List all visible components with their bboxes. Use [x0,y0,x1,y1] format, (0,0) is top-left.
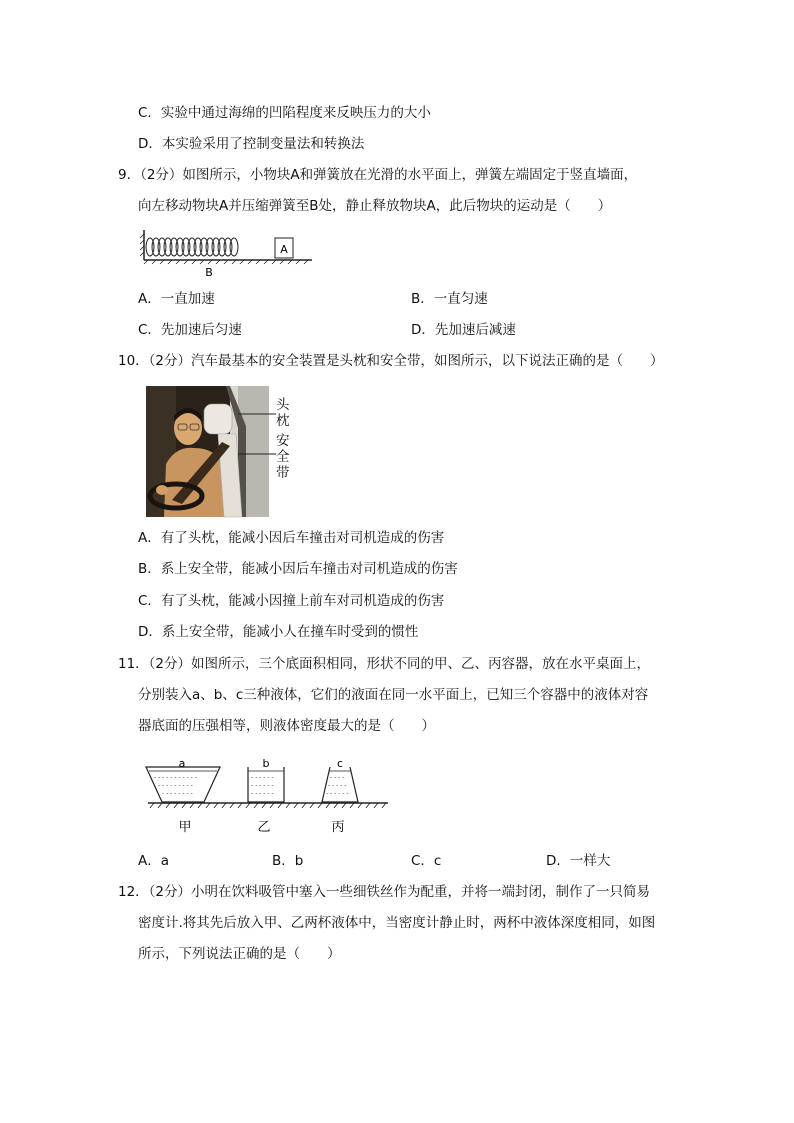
q12-stem-line-1: 12．（2分）小明在饮料吸管中塞入一些细铁丝作为配重，并将一端封闭，制作了一只简易 [118,884,651,900]
headrest-label [276,397,290,429]
container-yi-liquid [251,774,274,797]
q11-option-a: A．a [138,853,170,869]
headrest-label-char-1: 头 [276,397,290,413]
container-yi-label: 乙 [257,820,271,835]
svg-text:- - - - - -: - - - - - - [251,790,274,797]
q8-option-c: C．实验中通过海绵的凹陷程度来反映压力的大小 [138,105,431,121]
q12-stem-line-2: 密度计.将其先后放入甲、乙两杯液体中，当密度计静止时，两杯中液体深度相同，如图 [138,915,656,931]
svg-text:- - - - - -: - - - - - - [251,774,274,781]
container-jia-liquid [154,774,197,797]
svg-text:- - - -: - - - - [330,774,345,781]
container-jia-label: 甲 [178,820,192,835]
q11-option-b: B．b [272,853,304,869]
point-b-label: B [205,266,213,279]
q11-stem-line-3: 器底面的压强相等，则液体密度最大的是（ ） [138,718,435,734]
seatbelt-label-char-3: 带 [276,465,290,481]
q9-option-c: C．先加速后匀速 [138,322,242,338]
svg-text:- - - - - -: - - - - - - [326,790,349,797]
liquid-c-label: c [336,757,344,770]
svg-text:- - - - - - - - - - -: - - - - - - - - - - - [154,774,197,781]
q9-option-a: A．一直加速 [138,291,215,307]
q10-option-d: D．系上安全带，能减小人在撞车时受到的惯性 [138,624,419,640]
q8-option-d: D．本实验采用了控制变量法和转换法 [138,136,365,152]
q11-containers-figure [140,755,394,837]
q11-stem-line-1: 11．（2分）如图所示，三个底面积相同，形状不同的甲、乙、丙容器，放在水平桌面上， [118,656,651,672]
liquid-b-label: b [262,757,270,770]
q10-option-a: A．有了头枕，能减小因后车撞击对司机造成的伤害 [138,530,445,546]
svg-text:- - - - - -: - - - - - - [251,782,274,789]
container-bing-label: 丙 [331,820,345,835]
photo-label-leader-lines [238,400,278,470]
q12-stem-line-3: 所示，下列说法正确的是（ ） [138,946,341,962]
q9-option-d: D．先加速后减速 [411,322,516,338]
headrest-label-char-2: 枕 [276,413,290,429]
svg-text:- - - - - - - - -: - - - - - - - - - [158,782,193,789]
q9-stem-line-1: 9．（2分）如图所示，小物块A和弹簧放在光滑的水平面上，弹簧左端固定于竖直墙面， [118,167,638,183]
q10-option-c: C．有了头枕，能减小因撞上前车对司机造成的伤害 [138,593,445,609]
seatbelt-label-char-2: 全 [276,449,290,465]
liquid-a-label: a [178,757,186,770]
container-bing-liquid [326,774,349,797]
seatbelt-label [276,433,290,481]
svg-text:- - - - -: - - - - - [328,782,347,789]
block-a-label: A [280,243,288,256]
q11-stem-line-2: 分别装入a、b、c三种液体，它们的液面在同一水平面上，已知三个容器中的液体对容 [138,687,649,703]
q10-stem-line-1: 10．（2分）汽车最基本的安全装置是头枕和安全带，如图所示，以下说法正确的是（ ） [118,353,664,369]
q10-option-b: B．系上安全带，能减小因后车撞击对司机造成的伤害 [138,561,458,577]
q9-stem-line-2: 向左移动物块A并压缩弹簧至B处，静止释放物块A，此后物块的运动是（ ） [138,198,612,214]
seatbelt-label-char-1: 安 [276,433,290,449]
svg-text:- - - - - - - -: - - - - - - - - [162,790,193,797]
q9-spring-figure [140,226,320,279]
q11-option-d: D．一样大 [546,853,611,869]
spring [146,238,238,256]
q9-option-b: B．一直匀速 [411,291,488,307]
q11-option-c: C．c [411,853,442,869]
